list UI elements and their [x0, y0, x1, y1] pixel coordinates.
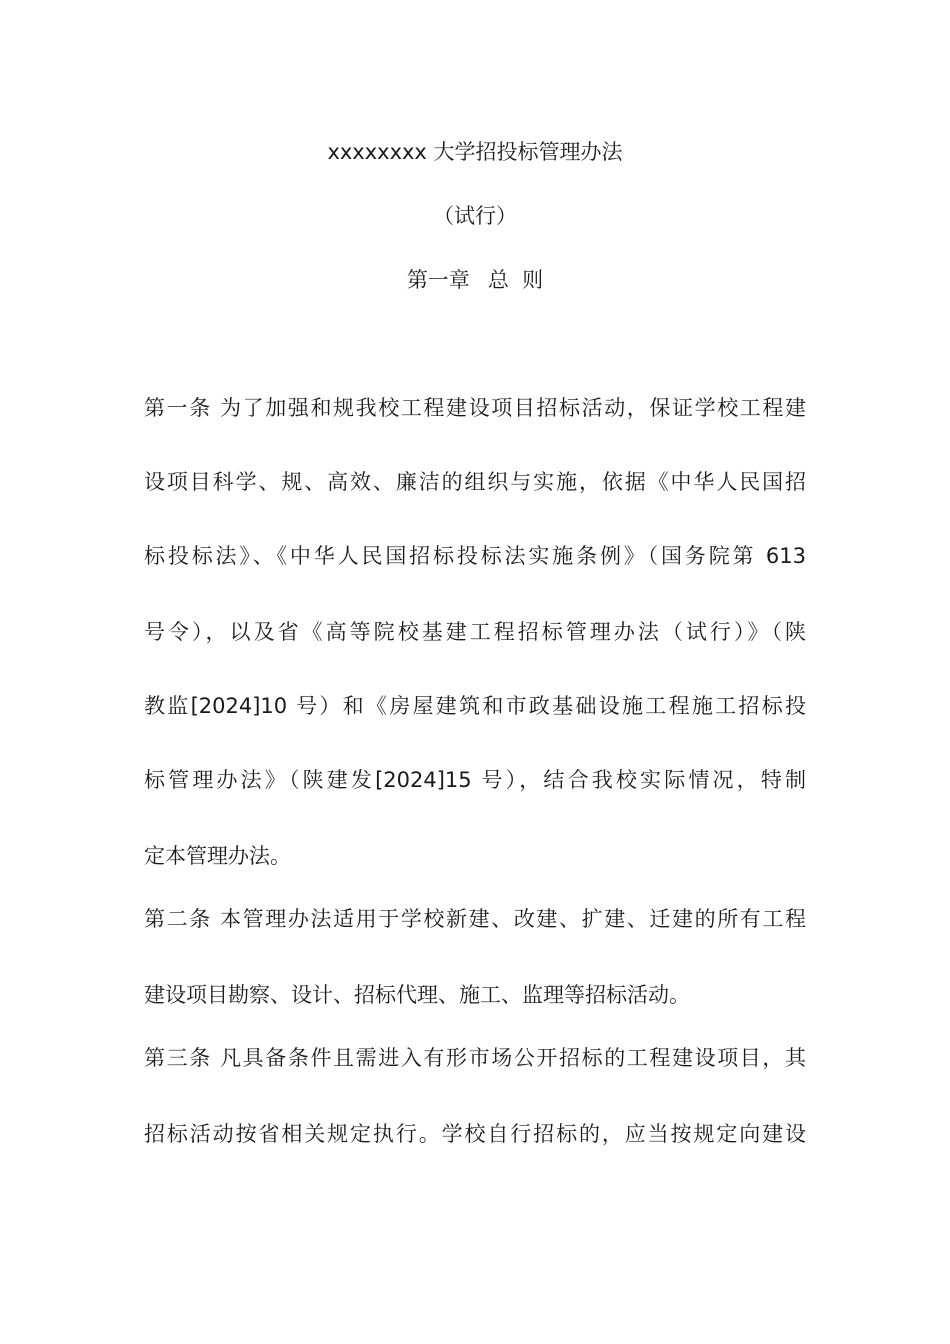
- article-1-line-1: 第一条 为了加强和规我校工程建设项目招标活动，保证学校工程建: [144, 396, 806, 420]
- article-1-line-6: 标管理办法》（陕建发[2024]15 号），结合我校实际情况，特制: [144, 768, 806, 792]
- chapter-number: 第一章: [406, 268, 470, 292]
- chapter-name: 总 则: [487, 268, 544, 292]
- article-3-line-2: 招标活动按省相关规定执行。学校自行招标的，应当按规定向建设: [144, 1122, 806, 1146]
- article-1-line-2: 设项目科学、规、高效、廉洁的组织与实施，依据《中华人民国招: [144, 470, 806, 494]
- article-3-line-1: 第三条 凡具备条件且需进入有形市场公开招标的工程建设项目，其: [144, 1046, 806, 1070]
- article-2-line-2: 建设项目勘察、设计、招标代理、施工、监理等招标活动。: [144, 983, 690, 1007]
- article-1-line-3: 标投标法》、《中华人民国招标投标法实施条例》（国务院第 613: [144, 544, 806, 568]
- article-1-line-7: 定本管理办法。: [144, 844, 291, 868]
- chapter-heading: [0, 267, 950, 293]
- document-title: xxxxxxxx 大学招投标管理办法: [327, 140, 623, 164]
- article-1-line-4: 号令），以及省《高等院校基建工程招标管理办法（试行）》（陕: [144, 620, 806, 644]
- article-1-line-5: 教监[2024]10 号）和《房屋建筑和市政基础设施工程施工招标投: [144, 694, 806, 718]
- article-2-line-1: 第二条 本管理办法适用于学校新建、改建、扩建、迁建的所有工程: [144, 907, 806, 931]
- document-subtitle: （试行）: [433, 204, 517, 228]
